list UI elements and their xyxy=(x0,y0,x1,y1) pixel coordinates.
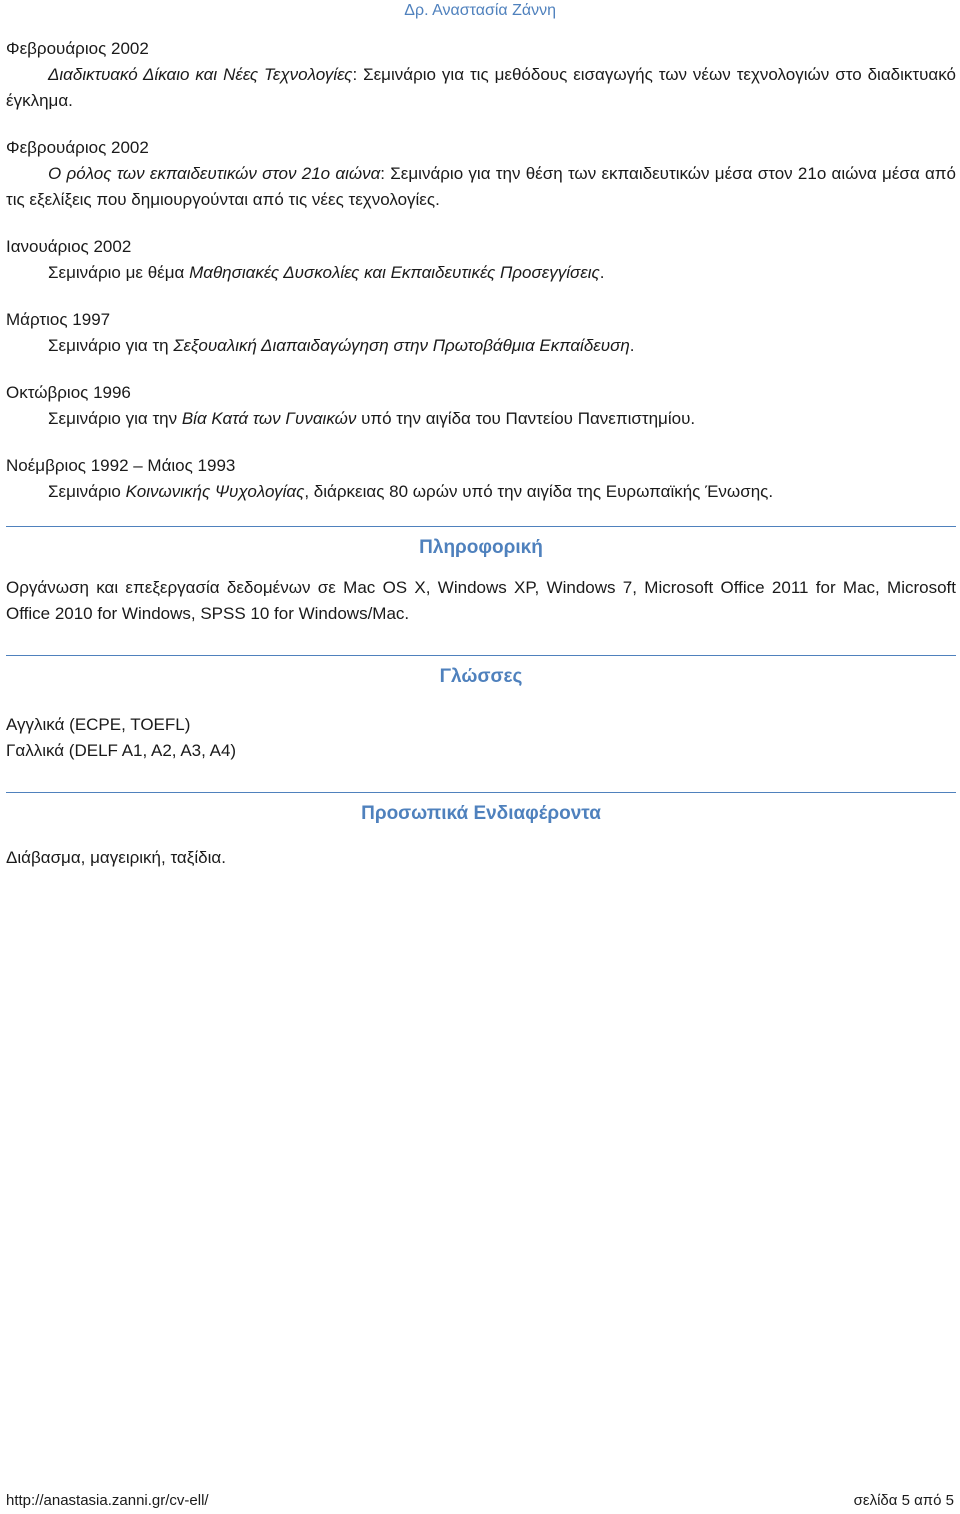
seminar-date: Φεβρουάριος 2002 xyxy=(6,39,149,58)
seminar-text-post: υπό την αιγίδα του Παντείου Πανεπιστημίου. xyxy=(356,409,696,428)
seminar-text-post: . xyxy=(599,263,605,282)
seminar-description xyxy=(6,406,956,432)
seminar-title: Ο ρόλος των εκπαιδευτικών στον 21ο αιώνα xyxy=(48,164,381,183)
section-title-languages: Γλώσσες xyxy=(439,666,523,687)
cv-content xyxy=(6,36,956,871)
seminar-date: Μάρτιος 1997 xyxy=(6,310,111,329)
seminar-text-pre: Σεμινάριο xyxy=(48,482,126,501)
header-author-name: Δρ. Αναστασία Ζάννη xyxy=(404,2,556,19)
seminar-text-post: , διάρκειας 80 ωρών υπό την αιγίδα της Ευρωπαϊκής Ένωσης. xyxy=(304,482,774,501)
section-title-informatics: Πληροφορική xyxy=(419,537,543,558)
seminar-entry xyxy=(6,36,956,114)
seminar-description xyxy=(6,62,956,114)
seminar-description xyxy=(6,260,956,286)
seminar-date: Οκτώβριος 1996 xyxy=(6,383,131,402)
language-item: Αγγλικά (ECPE, TOEFL) xyxy=(6,715,191,734)
seminar-title: Μαθησιακές Δυσκολίες και Εκπαιδευτικές Προσεγγίσεις xyxy=(189,263,600,282)
footer-page-number: σελίδα 5 από 5 xyxy=(853,1492,954,1509)
section-informatics xyxy=(6,526,956,627)
seminar-date: Φεβρουάριος 2002 xyxy=(6,138,149,157)
seminar-title: Βία Κατά των Γυναικών xyxy=(181,409,357,428)
seminar-text-pre: Σεμινάριο για την xyxy=(48,409,182,428)
section-divider xyxy=(6,526,956,527)
section-title-interests: Προσωπικά Ενδιαφέροντα xyxy=(361,803,601,824)
seminar-date: Νοέμβριος 1992 – Μάιος 1993 xyxy=(6,456,236,475)
footer-url: http://anastasia.zanni.gr/cv-ell/ xyxy=(6,1492,209,1509)
seminar-text-post: . xyxy=(629,336,635,355)
interests-description: Διάβασμα, μαγειρική, ταξίδια. xyxy=(6,848,226,867)
section-interests xyxy=(6,792,956,871)
seminar-text-pre: Σεμινάριο για τη xyxy=(48,336,174,355)
seminar-entry xyxy=(6,453,956,505)
seminar-description xyxy=(6,161,956,213)
seminar-title: Κοινωνικής Ψυχολογίας xyxy=(125,482,305,501)
seminar-entry xyxy=(6,307,956,359)
seminar-text: : Σεμινάριο για την θέση των εκπαιδευτικών μέσα στον 21ο αιώνα μέσα από τις εξελίξεις που δημιουργούνται από τις νέες τεχνολογίες. xyxy=(6,164,956,209)
section-divider xyxy=(6,792,956,793)
seminar-text: : Σεμινάριο για τις μεθόδους εισαγωγής των νέων τεχνολογιών στο διαδικτυακό έγκλημα. xyxy=(6,65,956,110)
seminar-title: Σεξουαλική Διαπαιδαγώγηση στην Πρωτοβάθμια Εκπαίδευση xyxy=(173,336,630,355)
seminar-text-pre: Σεμινάριο με θέμα xyxy=(48,263,190,282)
seminar-date: Ιανουάριος 2002 xyxy=(6,237,132,256)
seminar-description xyxy=(6,479,956,505)
seminar-title: Διαδικτυακό Δίκαιο και Νέες Τεχνολογίες xyxy=(48,65,353,84)
language-item: Γαλλικά (DELF A1, A2, A3, A4) xyxy=(6,741,237,760)
seminar-entry xyxy=(6,380,956,432)
section-languages xyxy=(6,655,956,764)
section-divider xyxy=(6,655,956,656)
informatics-description: Οργάνωση και επεξεργασία δεδομένων σε Mac OS X, Windows XP, Windows 7, Microsoft Office 2011 for Mac, Microsoft Office 2010 for Windows, SPSS 10 for Windows/Mac. xyxy=(6,578,956,623)
seminar-description xyxy=(6,333,956,359)
seminar-entry xyxy=(6,135,956,213)
seminar-entry xyxy=(6,234,956,286)
